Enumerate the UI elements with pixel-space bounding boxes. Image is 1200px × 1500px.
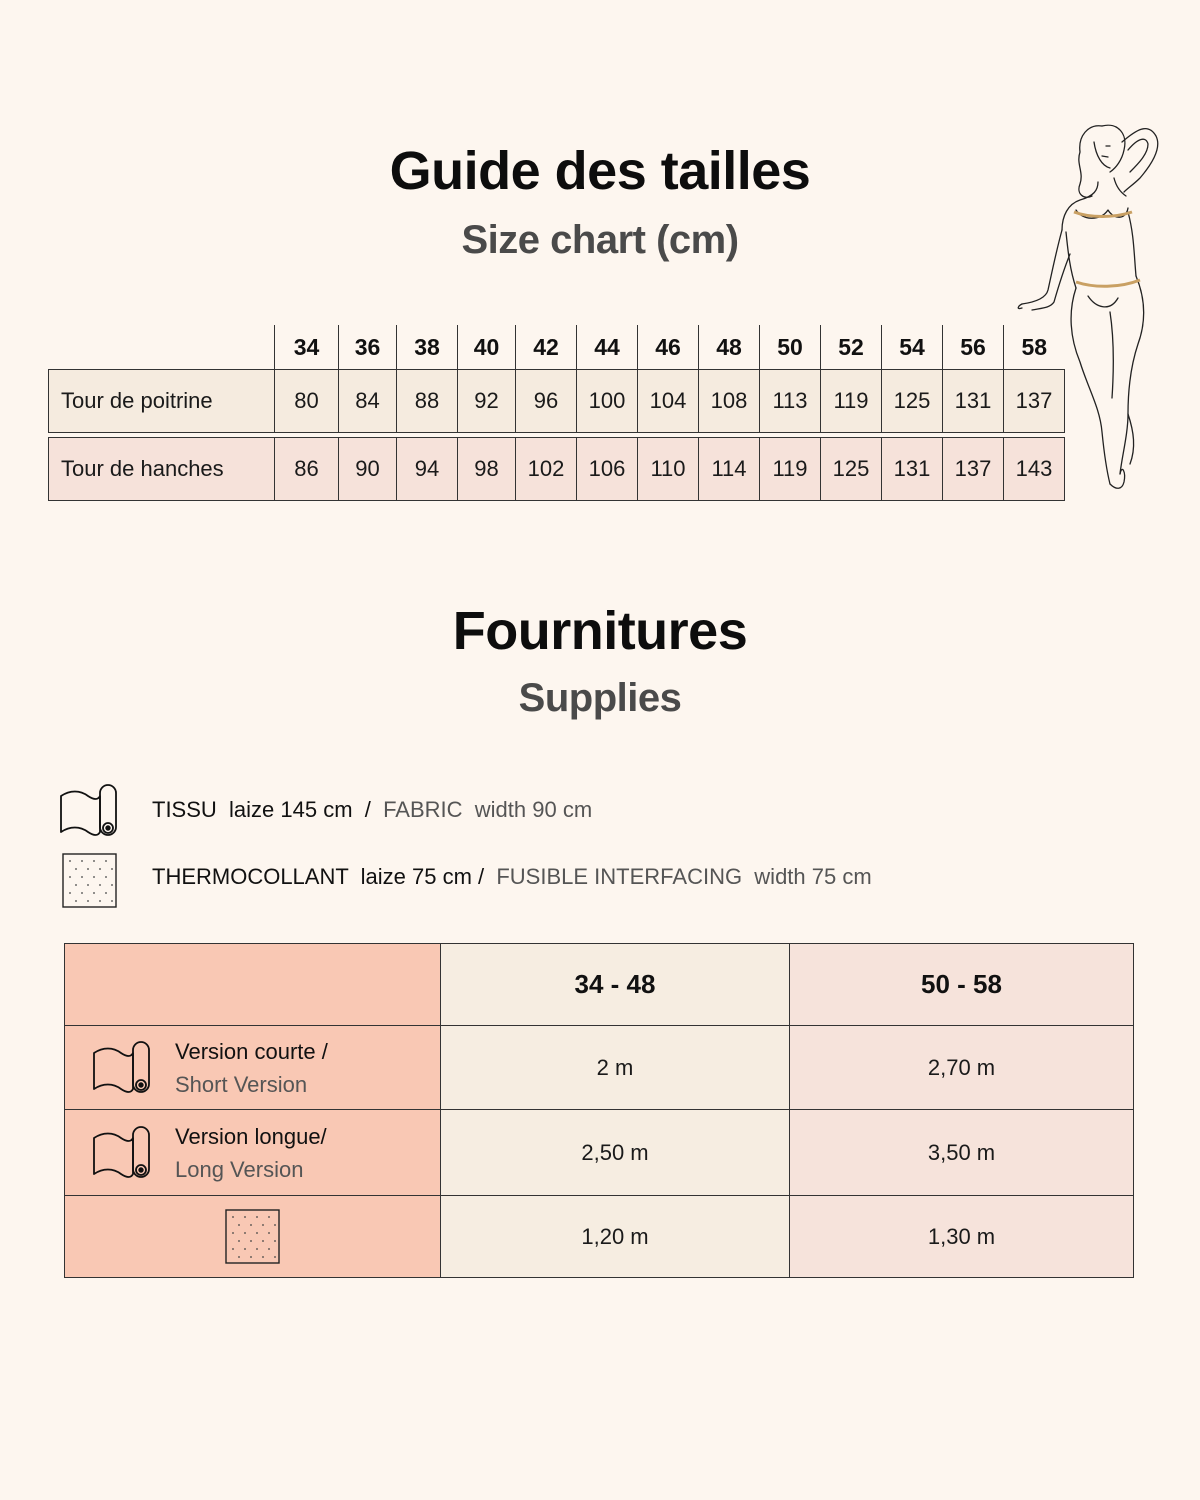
- interfacing-en: FUSIBLE INTERFACING width 75 cm: [496, 864, 872, 889]
- supplies-table: [64, 943, 1134, 1278]
- table-cell: 84: [339, 370, 397, 433]
- row-label-cell: [65, 1196, 441, 1278]
- size-header-row: [49, 325, 1065, 370]
- table-cell: 2,50 m: [441, 1110, 790, 1196]
- interfacing-swatch-icon: [62, 853, 118, 909]
- supplies-subtitle: Supplies: [518, 676, 682, 720]
- fabric-roll-icon: [58, 782, 120, 840]
- fabric-en: FABRIC width 90 cm: [383, 797, 593, 822]
- table-cell: 106: [577, 438, 638, 501]
- size-header: 42: [516, 325, 577, 370]
- long-version-row: [65, 1110, 1134, 1196]
- interfacing-row: [65, 1196, 1134, 1278]
- table-cell: 98: [458, 438, 516, 501]
- table-cell: 125: [882, 370, 943, 433]
- table-cell: 3,50 m: [790, 1110, 1134, 1196]
- bust-row: [49, 370, 1065, 433]
- size-header: 58: [1004, 325, 1065, 370]
- hip-row: [49, 438, 1065, 501]
- label-fr: Version courte /: [175, 1038, 328, 1064]
- size-range-header: 50 - 58: [790, 944, 1134, 1026]
- table-cell: 143: [1004, 438, 1065, 501]
- table-cell: 137: [943, 438, 1004, 501]
- label-fr: Version longue/: [175, 1123, 327, 1149]
- table-cell: 2 m: [441, 1026, 790, 1110]
- supplies-title: Fournitures: [452, 601, 748, 661]
- table-cell: 86: [275, 438, 339, 501]
- size-header: 52: [821, 325, 882, 370]
- size-header: 36: [339, 325, 397, 370]
- row-label: Tour de poitrine: [49, 370, 275, 433]
- table-cell: 119: [821, 370, 882, 433]
- size-chart-subtitle: Size chart (cm): [461, 218, 739, 262]
- table-cell: 110: [638, 438, 699, 501]
- size-header: 38: [397, 325, 458, 370]
- label-en: Long Version: [175, 1156, 304, 1182]
- table-cell: 131: [882, 438, 943, 501]
- size-header: 56: [943, 325, 1004, 370]
- interfacing-swatch-icon: [225, 1209, 281, 1265]
- table-cell: 2,70 m: [790, 1026, 1134, 1110]
- fabric-roll-icon: [91, 1124, 153, 1182]
- table-cell: 131: [943, 370, 1004, 433]
- table-cell: 137: [1004, 370, 1065, 433]
- size-header: 34: [275, 325, 339, 370]
- size-header: 48: [699, 325, 760, 370]
- table-cell: 96: [516, 370, 577, 433]
- size-range-header: 34 - 48: [441, 944, 790, 1026]
- fabric-roll-icon: [91, 1039, 153, 1097]
- row-label-cell: [65, 1026, 441, 1110]
- table-cell: 125: [821, 438, 882, 501]
- table-cell: 108: [699, 370, 760, 433]
- table-cell: 90: [339, 438, 397, 501]
- table-cell: 100: [577, 370, 638, 433]
- size-header: 50: [760, 325, 821, 370]
- fabric-fr: TISSU laize 145 cm: [152, 797, 353, 822]
- table-cell: 1,20 m: [441, 1196, 790, 1278]
- interfacing-fr: THERMOCOLLANT laize 75 cm: [152, 864, 472, 889]
- table-cell: 114: [699, 438, 760, 501]
- size-chart-title: Guide des tailles: [389, 141, 811, 201]
- table-cell: 94: [397, 438, 458, 501]
- table-cell: 88: [397, 370, 458, 433]
- separator: /: [471, 864, 497, 889]
- supplies-header-row: [65, 944, 1134, 1026]
- table-cell: 113: [760, 370, 821, 433]
- size-header: 40: [458, 325, 516, 370]
- separator: /: [352, 797, 384, 822]
- size-header-blank: [49, 325, 275, 370]
- table-cell: 80: [275, 370, 339, 433]
- short-version-row: [65, 1026, 1134, 1110]
- label-en: Short Version: [175, 1071, 308, 1097]
- table-cell: 104: [638, 370, 699, 433]
- size-chart-table: [48, 325, 1065, 501]
- table-cell: 119: [760, 438, 821, 501]
- fabric-supply-line: [152, 797, 592, 823]
- table-cell: 1,30 m: [790, 1196, 1134, 1278]
- table-cell: 92: [458, 370, 516, 433]
- table-cell: 102: [516, 438, 577, 501]
- size-header: 44: [577, 325, 638, 370]
- row-label-cell: [65, 1110, 441, 1196]
- interfacing-supply-line: [152, 864, 872, 890]
- size-header: 54: [882, 325, 943, 370]
- size-header: 46: [638, 325, 699, 370]
- row-label: Tour de hanches: [49, 438, 275, 501]
- supplies-header-blank: [65, 944, 441, 1026]
